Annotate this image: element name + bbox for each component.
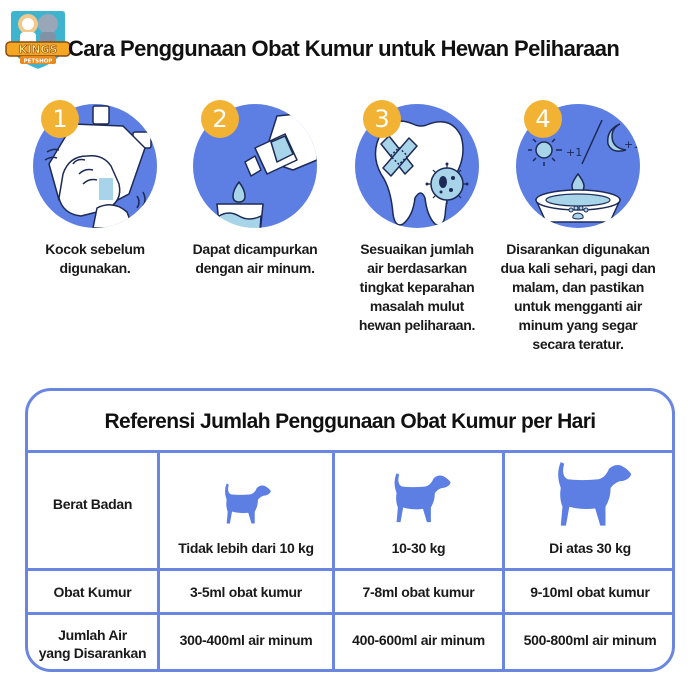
sun-icon [528,134,562,166]
weight-large-label: Di atas 30 kg [549,540,631,556]
reference-table-title: Referensi Jumlah Penggunaan Obat Kumur per Hari [104,410,596,433]
mouthwash-small: 3-5ml obat kumur [190,583,302,600]
row-header-water: Jumlah Air yang Disarankan [38,626,147,661]
water-medium: 400-600ml air minum [352,632,485,648]
row-header-mouthwash: Obat Kumur [53,583,132,600]
step-3-badge: 3 [363,100,401,138]
step-4-badge: 4 [524,100,562,138]
step-4-caption: Disarankan digunakan dua kali sehari, pagi dan malam, dan pastikan untuk mengganti air minum yang segar secara teratur. [500,241,656,352]
large-dog-icon [547,457,633,529]
step-1-badge: 1 [41,100,79,138]
step-2-caption: Dapat dicampurkan dengan air minum. [192,241,318,276]
small-dog-icon [218,481,272,525]
mouthwash-large: 9-10ml obat kumur [530,583,650,600]
water-large: 500-800ml air minum [523,632,657,648]
kings-petshop-logo [4,4,72,72]
row-header-weight: Berat Badan [52,495,133,512]
step-3-caption: Sesuaikan jumlah air berdasarkan tingkat keparahan masalah mulut hewan peliharaan. [358,241,476,333]
mouthwash-medium: 7-8ml obat kumur [362,583,475,600]
svg-text:PETSHOP: PETSHOP [23,58,53,65]
reference-table [25,388,675,672]
svg-text:KINGS: KINGS [18,43,58,56]
weight-medium-label: 10-30 kg [391,540,446,556]
svg-text:+1: +1 [566,146,583,159]
kings-petshop-logo-icon [4,4,72,72]
svg-text:+1: +1 [624,138,640,151]
medium-dog-icon [386,469,452,525]
page-title: Cara Penggunaan Obat Kumur untuk Hewan Peliharaan [68,36,620,61]
water-small: 300-400ml air minum [179,632,313,648]
step-1-caption: Kocok sebelum digunakan. [45,241,145,276]
step-2-badge: 2 [201,100,239,138]
weight-small-label: Tidak lebih dari 10 kg [178,540,314,556]
